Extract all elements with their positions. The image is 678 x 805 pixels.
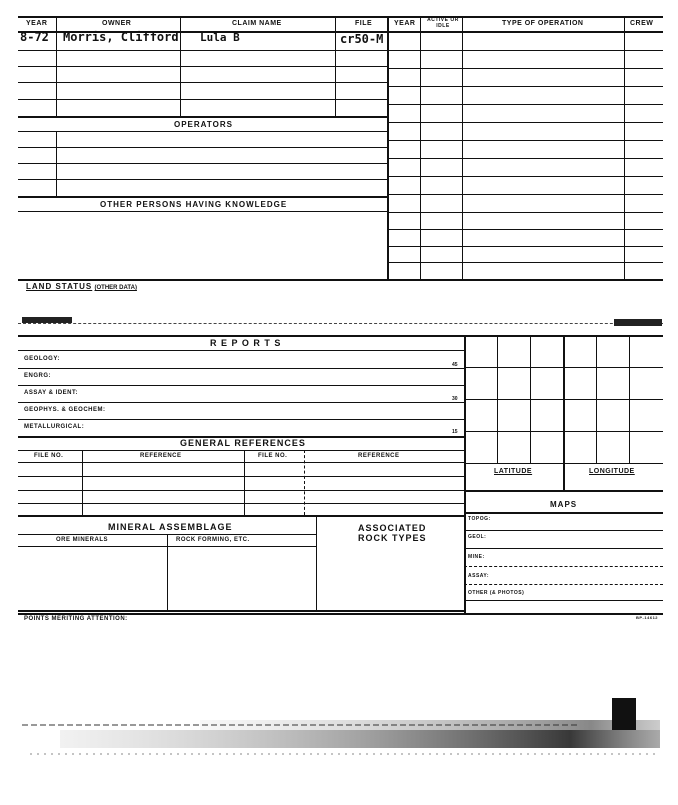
maps-underline	[464, 512, 663, 514]
other-persons-underline	[18, 211, 387, 212]
land-status-sub: (OTHER DATA)	[94, 285, 137, 291]
header-file-label: FILE	[355, 20, 373, 27]
header-year2-label: YEAR	[394, 20, 416, 27]
reports-title: R E P O R T S	[210, 338, 282, 348]
land-status-label: LAND STATUS	[26, 282, 93, 291]
operators-title: OPERATORS	[174, 120, 233, 129]
coord-bottom	[464, 490, 663, 492]
op-row-line	[387, 140, 663, 141]
report-row-engrg: ENGRG:	[24, 373, 51, 379]
coord-grid	[464, 335, 663, 463]
scale-15: 15	[452, 429, 458, 435]
entry-file: cr50-M	[340, 32, 384, 46]
owner-row-line	[18, 66, 387, 67]
report-row-geology: GEOLOGY:	[24, 356, 60, 362]
scan-noise-band	[0, 690, 678, 780]
scale-45: 45	[452, 362, 458, 368]
operators-block-bottom	[18, 196, 387, 198]
mineral-divider	[167, 534, 168, 610]
scan-smudge-right	[614, 319, 662, 326]
points-meriting-label: POINTS MERITING ATTENTION:	[24, 616, 128, 622]
reports-underline	[18, 350, 464, 351]
op-row-line	[387, 158, 663, 159]
map-assay: ASSAY:	[468, 573, 490, 579]
op-row-line	[387, 176, 663, 177]
coord-grid-line	[464, 399, 663, 400]
col-divider-file	[387, 16, 389, 279]
gen-ref-row-line	[18, 476, 464, 477]
col-divider-crew	[624, 16, 625, 279]
operators-row-line	[18, 179, 387, 180]
mineral-assemblage-title: MINERAL ASSEMBLAGE	[108, 522, 233, 532]
op-row-line	[387, 104, 663, 105]
longitude-label: LONGITUDE	[589, 468, 635, 475]
mineral-right-border	[316, 515, 317, 610]
col-divider-active	[462, 16, 463, 279]
top-border	[18, 16, 663, 18]
points-meriting-line	[18, 613, 663, 615]
entry-owner: Morris, Clifford	[63, 30, 179, 44]
associated-rock-types-title: ASSOCIATED ROCK TYPES	[358, 523, 427, 543]
general-references-title: GENERAL REFERENCES	[180, 438, 306, 448]
operators-row-line	[18, 147, 387, 148]
owner-row-line	[18, 99, 387, 100]
gen-ref-divider	[244, 450, 245, 515]
scale-30: 30	[452, 396, 458, 402]
report-line	[18, 419, 464, 420]
map-line	[464, 548, 663, 549]
report-line	[18, 368, 464, 369]
header-claim-name-label: CLAIM NAME	[232, 20, 282, 27]
op-row-line	[387, 246, 663, 247]
gen-ref-reference-2: REFERENCE	[358, 453, 400, 459]
gen-ref-file-no-1: FILE NO.	[34, 453, 64, 459]
map-mine: MINE:	[468, 554, 485, 560]
op-row-line	[387, 122, 663, 123]
coord-grid-divider	[563, 335, 565, 490]
gen-ref-header-line	[18, 462, 464, 463]
op-row-line	[387, 212, 663, 213]
form-number: BP-14612	[636, 615, 659, 620]
map-other-photos: OTHER (& PHOTOS)	[468, 590, 525, 596]
op-row-line	[387, 262, 663, 263]
map-line	[464, 600, 663, 601]
report-row-assay: ASSAY & IDENT:	[24, 390, 79, 396]
entry-year: 8-72	[20, 30, 49, 44]
map-line	[464, 566, 663, 567]
latitude-label: LATITUDE	[494, 468, 533, 475]
gen-ref-divider	[82, 450, 83, 515]
mineral-ore-minerals: ORE MINERALS	[56, 537, 109, 543]
mineral-bottom	[18, 610, 464, 612]
gen-ref-bottom	[18, 515, 464, 517]
header-owner-label: OWNER	[102, 20, 132, 27]
map-topog: TOPOG:	[468, 516, 491, 522]
report-row-metallurgical: METALLURGICAL:	[24, 424, 85, 430]
op-row-line	[387, 68, 663, 69]
scan-smudge-left	[22, 317, 72, 323]
operators-row-line	[18, 163, 387, 164]
gen-ref-row-line	[18, 490, 464, 491]
general-references-underline	[18, 450, 464, 451]
owner-block-bottom	[18, 116, 387, 118]
mineral-rock-forming: ROCK FORMING, ETC.	[176, 537, 250, 543]
gen-ref-file-no-2: FILE NO.	[258, 453, 288, 459]
col-divider-year2	[420, 16, 421, 279]
land-status-title	[26, 282, 137, 291]
op-row-line	[387, 50, 663, 51]
gen-ref-row-line	[18, 503, 464, 504]
gen-ref-reference-1: REFERENCE	[140, 453, 182, 459]
maps-title: MAPS	[550, 500, 578, 509]
report-row-geophys: GEOPHYS. & GEOCHEM:	[24, 407, 106, 413]
coord-grid-line	[464, 367, 663, 368]
operators-underline	[18, 131, 387, 132]
map-line	[464, 584, 663, 585]
land-status-line	[18, 323, 663, 324]
op-row-line	[387, 86, 663, 87]
header-type-of-operation-label: TYPE OF OPERATION	[502, 20, 584, 27]
entry-claim-name: Lula B	[200, 31, 240, 44]
op-row-line	[387, 229, 663, 230]
owner-row-line	[18, 82, 387, 83]
report-line	[18, 385, 464, 386]
header-active-idle-label: ACTIVE OR IDLE	[427, 17, 459, 29]
report-line	[18, 402, 464, 403]
map-geol: GEOL:	[468, 534, 487, 540]
header-crew-label: CREW	[630, 20, 654, 27]
header-year-label: YEAR	[26, 20, 48, 27]
op-row-line	[387, 194, 663, 195]
coord-grid-line	[464, 463, 663, 464]
coord-grid-line	[464, 431, 663, 432]
map-line	[464, 530, 663, 531]
owner-row-line	[18, 50, 387, 51]
op-block-bottom	[18, 279, 663, 281]
gen-ref-divider	[304, 450, 305, 515]
other-persons-title: OTHER PERSONS HAVING KNOWLEDGE	[100, 200, 288, 209]
